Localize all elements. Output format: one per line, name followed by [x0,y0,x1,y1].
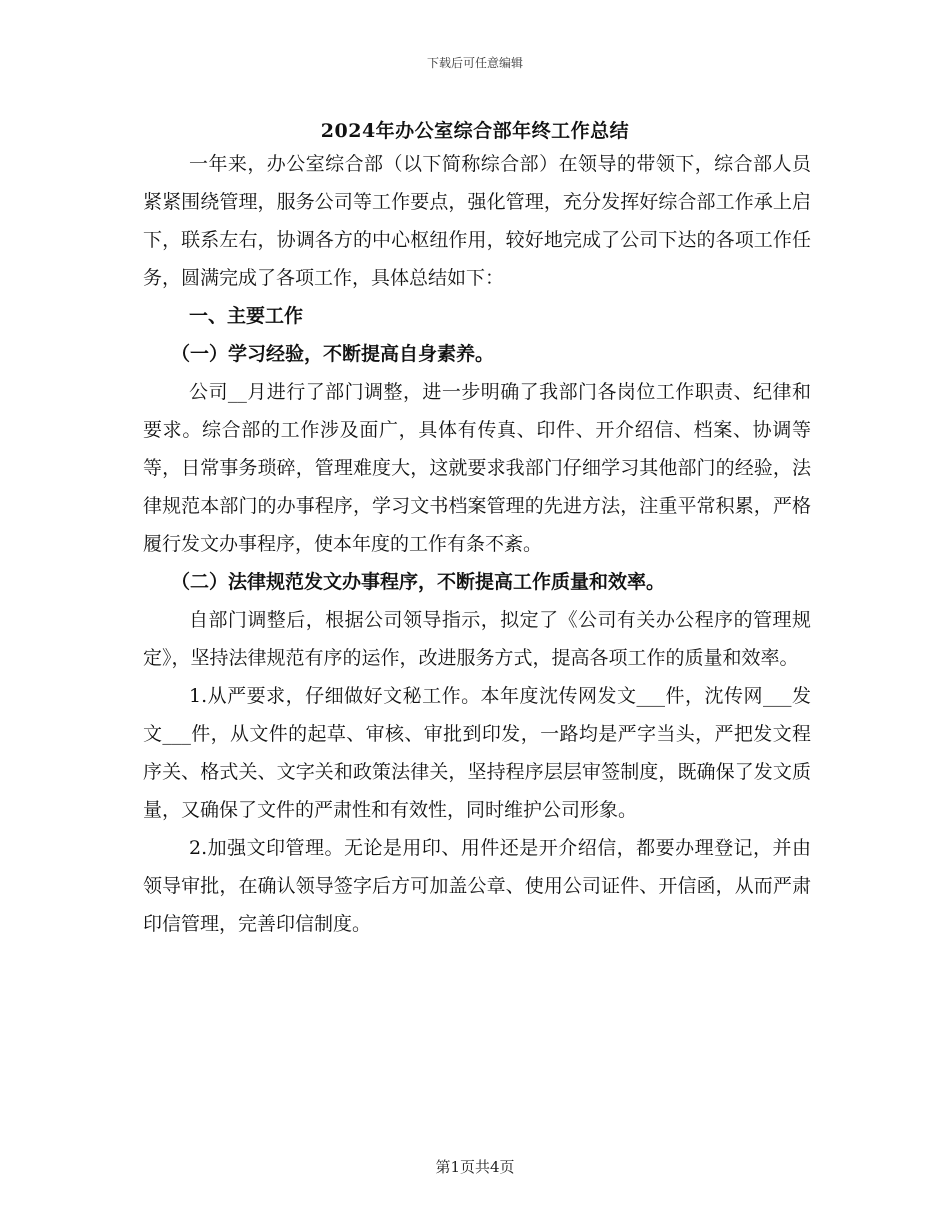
page-number-footer: 第1页共4页 [435,1158,515,1176]
header-note: 下载后可任意编辑 [426,56,523,70]
section-heading-main-work: 一、主要工作 [189,305,304,327]
subsection-heading-procedures: （二）法律规范发文办事程序，不断提高工作质量和效率。 [171,571,666,593]
item-1-paragraph: 1.从严要求，仔细做好文秘工作。本年度沈传网发文___件，沈传网___发文___件，从文件的起草、审核、审批到印发，一路均是严字当头，严把发文程序关、格式关、文字关和政策法律关，坚持程序层层审签制度，既确保了发文质量，又确保了文件的严肃性和有效性，同时维护公司形象。 [143,685,811,821]
learning-paragraph: 公司__月进行了部门调整，进一步明确了我部门各岗位工作职责、纪律和要求。综合部的工作涉及面广，具体有传真、印件、开介绍信、档案、协调等等，日常事务琐碎，管理难度大，这就要求我部门仔细学习其他部门的经验，法律规范本部门的办事程序，学习文书档案管理的先进方法，注重平常积累，严格履行发文办事程序，使本年度的工作有条不紊。 [143,381,811,555]
document-title: 2024年办公室综合部年终工作总结 [320,120,630,142]
intro-paragraph: 一年来，办公室综合部（以下简称综合部）在领导的带领下，综合部人员紧紧围绕管理，服务公司等工作要点，强化管理，充分发挥好综合部工作承上启下，联系左右，协调各方的中心枢纽作用，较好地完成了公司下达的各项工作任务，圆满完成了各项工作，具体总结如下： [143,153,811,289]
document-body [143,145,811,943]
subsection-heading-learning: （一）学习经验，不断提高自身素养。 [171,343,495,365]
procedures-paragraph: 自部门调整后，根据公司领导指示，拟定了《公司有关办公程序的管理规定》，坚持法律规范有序的运作，改进服务方式，提高各项工作的质量和效率。 [143,609,811,669]
item-2-paragraph: 2.加强文印管理。无论是用印、用件还是开介绍信，都要办理登记，并由领导审批，在确认领导签字后方可加盖公章、使用公司证件、开信函，从而严肃印信管理，完善印信制度。 [143,837,811,935]
